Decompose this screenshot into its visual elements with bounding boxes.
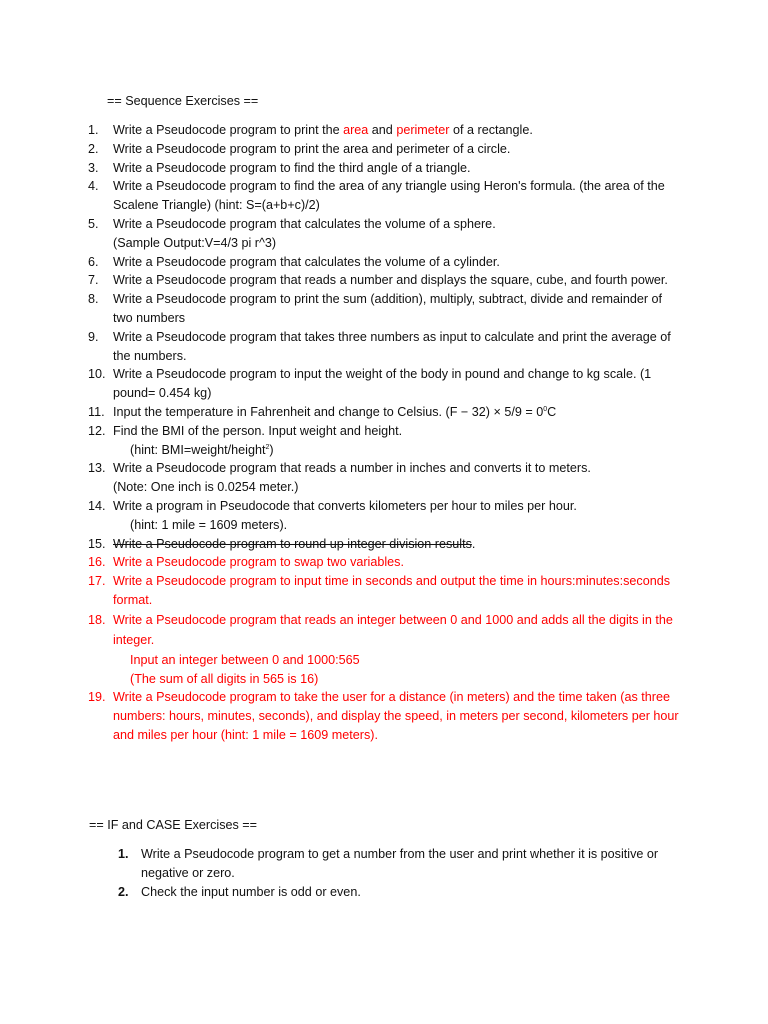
if-case-exercise-list: [0, 845, 681, 901]
item-text: Write a Pseudocode program to swap two variables.: [113, 555, 404, 570]
item-number: 13.: [88, 461, 106, 476]
list-item: [0, 572, 683, 610]
list-item: [0, 688, 683, 744]
list-item: [0, 403, 683, 422]
item-number: 11.: [88, 404, 105, 419]
item-text: Write a Pseudocode program to round up integer division results.: [113, 536, 476, 551]
item-number: 18.: [88, 612, 106, 627]
item-number: 2.: [88, 141, 99, 156]
item-number: 14.: [88, 498, 106, 513]
if-case-heading: == IF and CASE Exercises ==: [89, 818, 257, 832]
item-text: Write a Pseudocode program to print the sum (addition), multiply, subtract, divide and remainder of two numbers: [113, 292, 663, 325]
sequence-exercise-list: [0, 121, 683, 745]
item-number: 17.: [88, 574, 106, 589]
list-item: [0, 497, 683, 516]
item-note: Input an integer between 0 and 1000:565: [130, 652, 360, 667]
sequence-heading: == Sequence Exercises ==: [107, 94, 259, 108]
item-note: (Note: One inch is 0.0254 meter.): [113, 480, 299, 495]
item-text: Write a program in Pseudocode that converts kilometers per hour to miles per hour.: [113, 498, 577, 513]
list-item: [0, 253, 683, 272]
list-item: [0, 290, 683, 328]
item-number: 3.: [88, 160, 99, 175]
item-number: 10.: [88, 367, 106, 382]
item-number: 9.: [88, 329, 99, 344]
item-text: Write a Pseudocode program that takes three numbers as input to calculate and print the average of the numbers.: [113, 329, 671, 363]
item-number: 1.: [88, 123, 99, 137]
list-item: [0, 459, 683, 478]
list-item: [0, 140, 683, 159]
item-text: Write a Pseudocode program to find the third angle of a triangle.: [113, 160, 471, 175]
item-text: Write a Pseudocode program to input time in seconds and output the time in hours:minutes:seconds format.: [113, 574, 671, 607]
item-text: Write a Pseudocode program to get a number from the user and print whether it is positive or negative or zero.: [141, 847, 659, 880]
item-text: Input the temperature in Fahrenheit and change to Celsius. $(F - 32) \times 5/9 = 0^0C$: [113, 404, 557, 419]
item-number: 12.: [88, 423, 106, 438]
list-item: [0, 845, 681, 883]
item-number: 7.: [88, 273, 99, 288]
list-item: [0, 177, 683, 215]
item-note: (Sample Output:V=4/3 pi r^3): [113, 235, 277, 250]
item-note: (hint: BMI=weight/height$^2$): [130, 442, 274, 457]
item-text: Write a Pseudocode program that reads an integer between 0 and 1000 and adds all the digits in the integer.: [113, 612, 673, 648]
item-text: Write a Pseudocode program to print the area and perimeter of a rectangle.: [113, 123, 533, 137]
list-item: [0, 883, 681, 902]
item-number: 4.: [88, 179, 99, 194]
item-note: (hint: 1 mile = 1609 meters).: [130, 517, 288, 532]
item-text: Write a Pseudocode program that reads a number and displays the square, cube, and fourth power.: [113, 273, 668, 288]
item-text: Find the BMI of the person. Input weight and height.: [113, 423, 403, 438]
list-item: [0, 365, 683, 403]
item-text: Write a Pseudocode program to print the area and perimeter of a circle.: [113, 141, 511, 156]
list-item: [0, 553, 683, 572]
list-item: [0, 121, 683, 140]
item-number: 6.: [88, 254, 99, 269]
list-item: [0, 159, 683, 178]
item-text: Write a Pseudocode program to input the weight of the body in pound and change to kg scale. (1 pound= 0.454 kg): [113, 367, 652, 401]
item-number: 2.: [118, 884, 129, 899]
item-text: Write a Pseudocode program that calculates the volume of a sphere.: [113, 216, 496, 231]
list-item: [0, 215, 683, 234]
item-text: Write a Pseudocode program that reads a number in inches and converts it to meters.: [113, 461, 591, 476]
item-number: 5.: [88, 216, 99, 231]
item-text: Check the input number is odd or even.: [141, 884, 361, 899]
item-number: 16.: [88, 555, 106, 570]
item-number: 15.: [88, 536, 106, 551]
item-note: (The sum of all digits in 565 is 16): [130, 671, 319, 686]
list-item: [0, 271, 683, 290]
item-number: 19.: [88, 690, 106, 705]
item-text: Write a Pseudocode program to take the user for a distance (in meters) and the time taken (as three numbers: hours, minutes, seconds), and display the speed, in meters per second, kilometers per hour and miles per hour (hint: 1 mile = 1609 meters).: [113, 690, 679, 742]
item-number: 1.: [118, 847, 129, 861]
list-item: [0, 535, 683, 554]
list-item: [0, 610, 683, 651]
item-number: 8.: [88, 292, 99, 307]
list-item: [0, 422, 683, 441]
list-item: [0, 328, 683, 366]
item-text: Write a Pseudocode program to find the area of any triangle using Heron's formula. (the area of the Scalene Triangle) (hint: S=(a+b+c)/2): [113, 179, 665, 213]
item-text: Write a Pseudocode program that calculates the volume of a cylinder.: [113, 254, 500, 269]
